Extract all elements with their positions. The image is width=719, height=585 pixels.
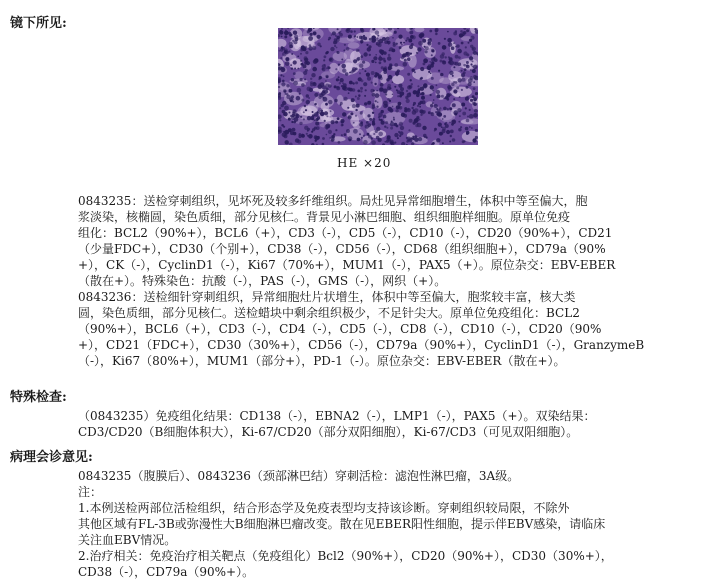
consult-line: 关注血EBV情况。 [78,533,177,547]
he-micrograph [278,28,478,145]
microscopy-line: （散在+）。特殊染色：抗酸（-），PAS（-），GMS（-），网织（+）。 [78,274,447,288]
microscopy-line: （90%+），BCL6（+），CD3（-），CD4（-），CD5（-），CD8（-），CD10（-），CD20（90% [78,322,602,336]
microscopy-line: 0843236：送检细针穿刺组织，异常细胞灶片状增生，体积中等至偏大，胞浆较丰富，核大类 [78,290,576,304]
section-title-special: 特殊检查: [10,390,67,405]
microscopy-text [78,193,708,369]
microscopy-line: 组化：BCL2（90%+），BCL6（+），CD3（-），CD5（-），CD10（-），CD20（90%+），CD21 [78,226,613,240]
consult-line: 注： [78,485,103,499]
consult-text [78,468,708,580]
microscopy-line: 0843235：送检穿刺组织，见坏死及较多纤维组织。局灶见异常细胞增生，体积中等至偏大，胞 [78,194,588,208]
consult-line: 0843235（腹膜后）、0843236（颈部淋巴结）穿刺活检：滤泡性淋巴瘤，3A级。 [78,469,520,483]
consult-line: 其他区域有FL-3B或弥漫性大B细胞淋巴瘤改变。散在见EBER阳性细胞，提示伴EBV感染，请临床 [78,517,606,531]
microscopy-line: 圆，染色质细，部分见核仁。送检蜡块中剩余组织极少，不足针尖大。原单位免疫组化：BCL2 [78,306,580,320]
special-text [78,408,708,440]
figure-caption: HE ×20 [337,156,392,170]
microscopy-line: +），CK（-），CyclinD1（-），Ki67（70%+），MUM1（-），PAX5（+）。原位杂交：EBV-EBER [78,258,616,272]
microscopy-line: （少量FDC+），CD30（个别+），CD38（-），CD56（-），CD68（组织细胞+），CD79a（90% [78,242,606,256]
consult-line: 1.本例送检两部位活检组织，结合形态学及免疫表型均支持该诊断。穿刺组织较局限，不除外 [78,501,570,515]
consult-line: CD38（-），CD79a（90%+）。 [78,565,255,579]
microscopy-line: 浆淡染，核椭圆，染色质细，部分见核仁。背景见小淋巴细胞、组织细胞样细胞。原单位免疫 [78,210,571,224]
special-line: （0843235）免疫组化结果：CD138（-），EBNA2（-），LMP1（-），PAX5（+）。双染结果： [78,409,596,423]
consult-line: 2.治疗相关：免疫治疗相关靶点（免疫组化）Bcl2（90%+），CD20（90%+），CD30（30%+）， [78,549,613,563]
microscopy-line: （-），Ki67（80%+），MUM1（部分+），PD-1（-）。原位杂交：EBV-EBER（散在+）。 [78,354,566,368]
section-title-consult: 病理会诊意见: [10,450,93,465]
section-title-microscopy: 镜下所见: [10,16,67,31]
microscopy-line: +），CD21（FDC+），CD30（30%+），CD56（-），CD79a（90%+），CyclinD1（-），GranzymeB [78,338,645,352]
special-line: CD3/CD20（B细胞体积大），Ki-67/CD20（部分双阳细胞），Ki-67/CD3（可见双阳细胞）。 [78,425,579,439]
